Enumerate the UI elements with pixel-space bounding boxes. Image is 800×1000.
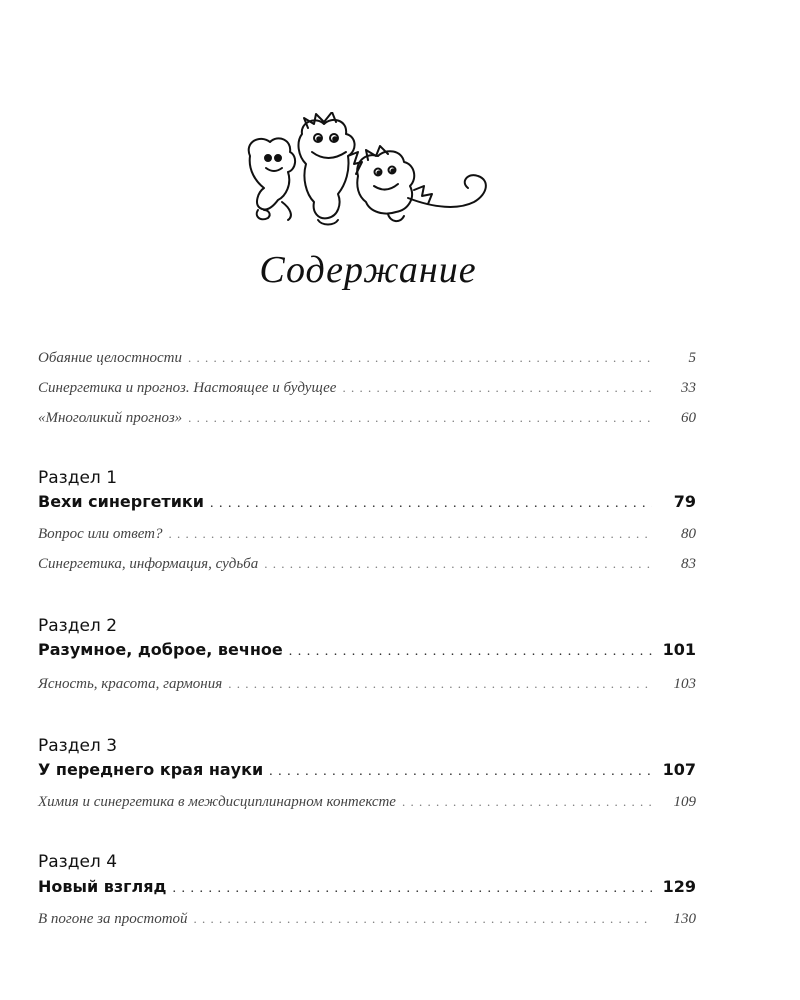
toc-entry-label: Химия и синергетика в междисциплинарном контексте <box>38 794 396 810</box>
toc-leader-dots <box>188 410 652 426</box>
section-page: 101 <box>662 640 696 659</box>
toc-entry-page: 33 <box>681 380 696 396</box>
section-title-entry <box>38 760 696 782</box>
toc-leader-dots <box>342 380 652 396</box>
toc-entry <box>38 911 696 933</box>
toc-entry <box>38 350 696 372</box>
section-title-entry <box>38 640 696 662</box>
toc-entry-page: 83 <box>681 556 696 572</box>
toc-leader-dots <box>188 350 652 366</box>
toc-leader-dots <box>210 496 652 512</box>
toc-leader-dots <box>402 794 652 810</box>
section-title: У переднего края науки <box>38 760 264 779</box>
dragons-illustration <box>238 112 498 230</box>
section-page: 129 <box>662 877 696 896</box>
toc-entry-label: «Многоликий прогноз» <box>38 410 183 426</box>
section-heading: Раздел 3 <box>38 736 118 756</box>
section-title: Разумное, доброе, вечное <box>38 640 283 659</box>
toc-leader-dots <box>172 881 652 897</box>
toc-entry-label: Вопрос или ответ? <box>38 526 163 542</box>
toc-entry-page: 130 <box>673 911 696 927</box>
toc-entry <box>38 380 696 402</box>
toc-entry-page: 60 <box>681 410 696 426</box>
toc-entry-label: В погоне за простотой <box>38 911 188 927</box>
section-heading: Раздел 4 <box>38 852 118 872</box>
toc-leader-dots <box>228 676 652 692</box>
toc-entry <box>38 676 696 698</box>
section-page: 107 <box>662 760 696 779</box>
section-page: 79 <box>673 492 696 511</box>
toc-entry <box>38 556 696 578</box>
toc-entry <box>38 794 696 816</box>
toc-leader-dots <box>289 644 652 660</box>
toc-entry <box>38 410 696 432</box>
section-title-entry <box>38 492 696 514</box>
toc-entry-label: Ясность, красота, гармония <box>38 676 223 692</box>
toc-leader-dots <box>269 764 652 780</box>
toc-leader-dots <box>264 556 652 572</box>
toc-entry-label: Синергетика и прогноз. Настоящее и будущее <box>38 380 337 396</box>
toc-entry-page: 80 <box>681 526 696 542</box>
page-title: Содержание <box>259 249 477 291</box>
section-title-entry <box>38 877 696 899</box>
section-title: Новый взгляд <box>38 877 167 896</box>
toc-entry-page: 5 <box>688 350 696 366</box>
toc-leader-dots <box>194 911 652 927</box>
section-heading: Раздел 1 <box>38 468 118 488</box>
toc-entry-page: 103 <box>673 676 696 692</box>
section-heading: Раздел 2 <box>38 616 118 636</box>
toc-entry-page: 109 <box>673 794 696 810</box>
toc-entry <box>38 526 696 548</box>
toc-entry-label: Обаяние целостности <box>38 350 183 366</box>
section-title: Вехи синергетики <box>38 492 204 511</box>
toc-entry-label: Синергетика, информация, судьба <box>38 556 259 572</box>
toc-leader-dots <box>169 526 653 542</box>
